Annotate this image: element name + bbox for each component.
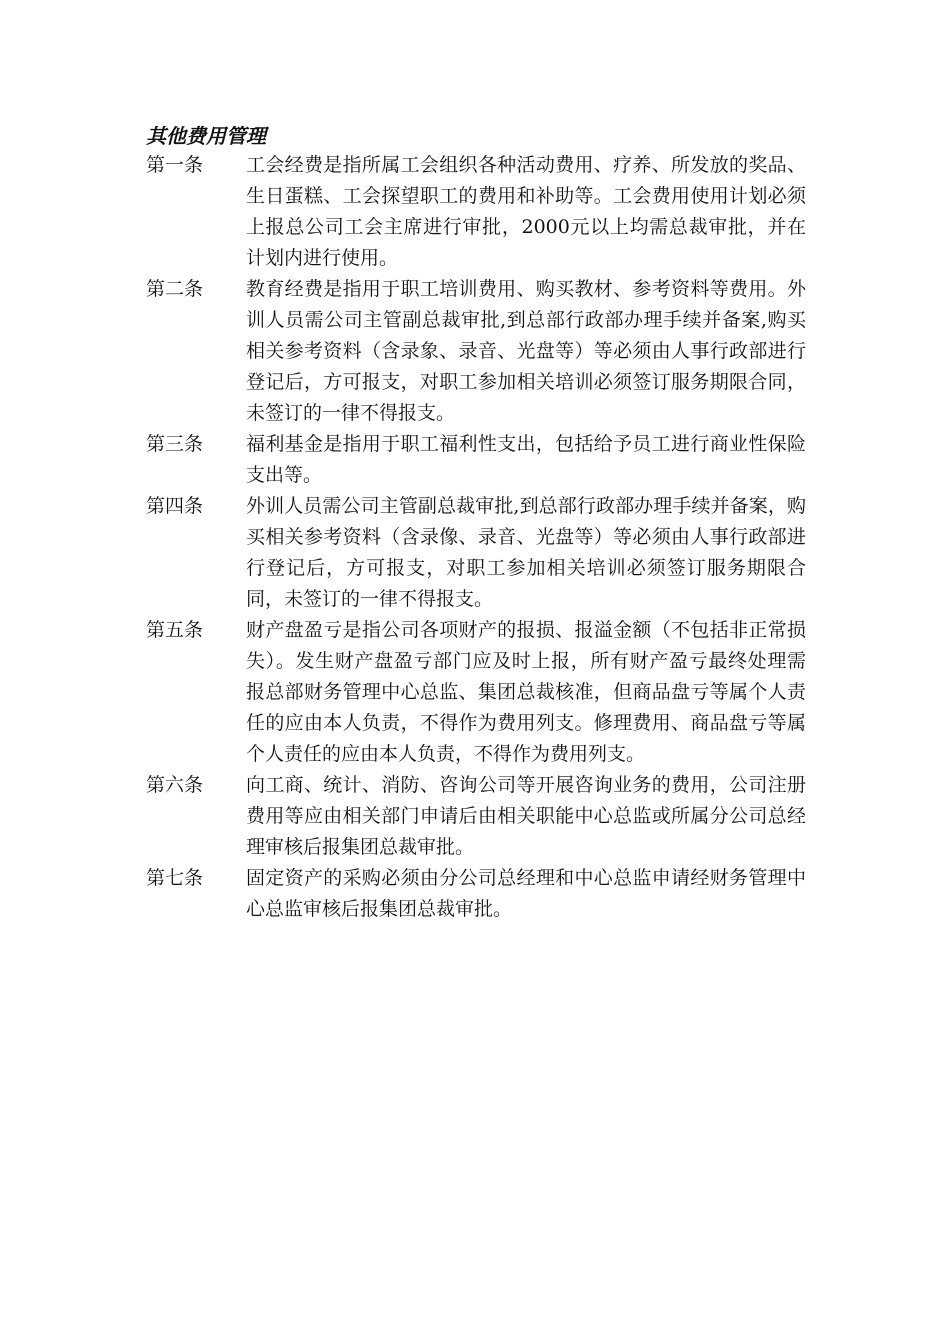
- article-number: 第七条: [146, 867, 204, 889]
- article-7: [146, 863, 811, 925]
- article-text: 福利基金是指用于职工福利性支出，包括给予员工进行商业性保险支出等。: [246, 433, 806, 486]
- article-text: 财产盘盈亏是指公司各项财产的报损、报溢金额（不包括非正常损失）。发生财产盘盈亏部门应及时上报，所有财产盈亏最终处理需报总部财务管理中心总监、集团总裁核准，但商品盘亏等属个人责任的应由本人负责，不得作为费用列支。修理费用、商品盘亏等属个人责任的应由本人负责，不得作为费用列支。: [246, 619, 806, 765]
- article-4: [146, 491, 811, 615]
- article-number: 第二条: [146, 278, 204, 300]
- article-list: [146, 150, 811, 925]
- article-number: 第三条: [146, 433, 204, 455]
- article-text: 固定资产的采购必须由分公司总经理和中心总监申请经财务管理中心总监审核后报集团总裁审批。: [246, 867, 806, 920]
- article-number: 第一条: [146, 154, 204, 176]
- document-title: 其他费用管理: [146, 124, 266, 148]
- article-text: 教育经费是指用于职工培训费用、购买教材、参考资料等费用。外训人员需公司主管副总裁审批,到总部行政部办理手续并备案,购买相关参考资料（含录象、录音、光盘等）等必须由人事行政部进行登记后，方可报支，对职工参加相关培训必须签订服务期限合同，未签订的一律不得报支。: [246, 278, 806, 424]
- article-5: [146, 615, 811, 770]
- article-1: [146, 150, 811, 274]
- article-2: [146, 274, 811, 429]
- article-number: 第五条: [146, 619, 204, 641]
- article-number: 第四条: [146, 495, 204, 517]
- article-text: 工会经费是指所属工会组织各种活动费用、疗养、所发放的奖品、生日蛋糕、工会探望职工的费用和补助等。工会费用使用计划必须上报总公司工会主席进行审批，2000元以上均需总裁审批，并在计划内进行使用。: [246, 154, 806, 269]
- article-text: 外训人员需公司主管副总裁审批,到总部行政部办理手续并备案，购买相关参考资料（含录像、录音、光盘等）等必须由人事行政部进行登记后，方可报支，对职工参加相关培训必须签订服务期限合同，未签订的一律不得报支。: [246, 495, 806, 610]
- article-3: [146, 429, 811, 491]
- article-number: 第六条: [146, 774, 204, 796]
- article-text: 向工商、统计、消防、咨询公司等开展咨询业务的费用，公司注册费用等应由相关部门申请后由相关职能中心总监或所属分公司总经理审核后报集团总裁审批。: [246, 774, 806, 858]
- article-6: [146, 770, 811, 863]
